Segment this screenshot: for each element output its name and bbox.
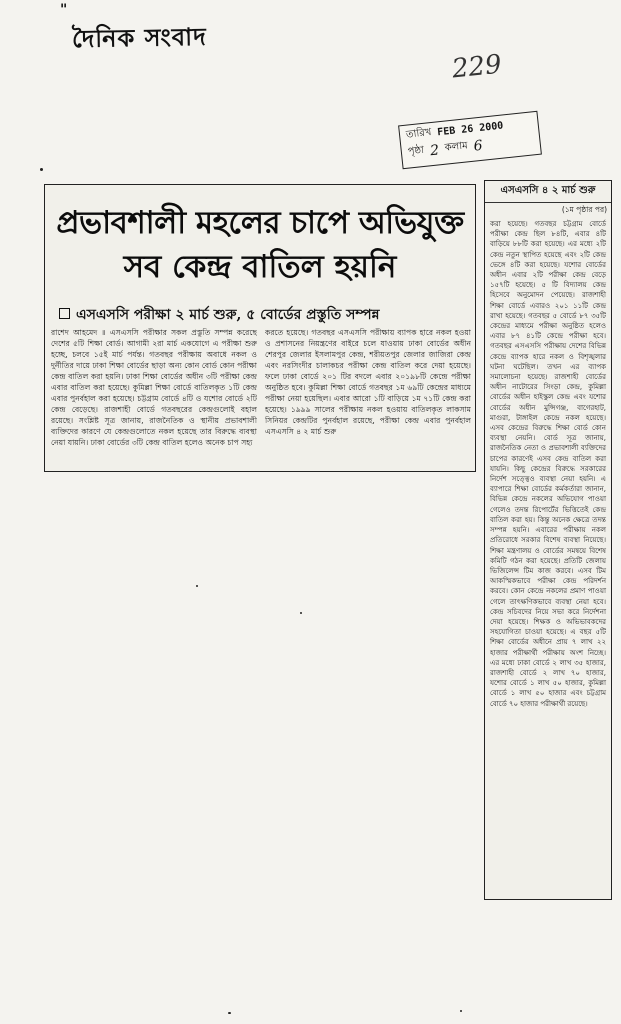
column-label: কলাম: [444, 140, 469, 154]
article-body-right: করতে হয়েছে। গতবছর এসএসসি পরীক্ষায় ব্যাপক হারে নকল হওয়া ও প্রশাসনের নিয়ন্ত্রণের বাইরে চলে যাওয়ায় ঢাকা বোর্ডের অধীন শেরপুর জেলার ইসলামপুর কেন্দ্র, শরীয়তপুর জেলার জাজিরা কেন্দ্র এবং নরসিংদীর চালাকচর পরীক্ষা কেন্দ্র বাতিল করে দেয়া হয়েছে। ফলে ঢাকা বোর্ডে ২০১ টির বদলে এবার ২০১৯৮টি কেন্দ্রে পরীক্ষা অনুষ্ঠিত হবে। কুমিল্লা শিক্ষা বোর্ডে গতবছর ১ম ৬৯টি কেন্দ্রের মাধ্যমে পরীক্ষা নেয়া হয়েছিল। এবার আরো ১টি বাড়িয়ে ১ম ৭১টি কেন্দ্র করা হয়েছে। ১৯৯৯ সালের পরীক্ষায় নকল হওয়ায় বাতিলকৃত লাকসাম সিনিয়র কেন্দ্রটির পুনর্বহাল রয়েছে, পরীক্ষা কেন্দ্র এবার পুনর্বহাল এসএসসি ৪ ২ মার্চ শুরু: [265, 328, 471, 436]
headline-line-2: সব কেন্দ্র বাতিল হয়নি: [123, 249, 397, 285]
article-column-left: [51, 327, 257, 467]
headline-line-1: প্রভাবশালী মহলের চাপে অভিযুক্ত: [56, 205, 464, 241]
subheadline: [59, 303, 469, 327]
handwritten-number: 229: [450, 49, 504, 85]
continuation-text: করা হয়েছে। গতবছর চট্টগ্রাম বোর্ডে পরীক্ষা কেন্দ্র ছিল ৮৪টি, এবার ৪টি বাড়িয়ে ৮৮টি করা হয়েছে। এর মধ্যে ২টি কেন্দ্র নতুন স্থাপিত হয়েছে এবং ২টি কেন্দ্র ভেঙ্গে ৪টি করা হয়েছে। যশোর বোর্ডের অধীন এবার ২টি পরীক্ষা কেন্দ্র বেড়ে ১৫৭টি হয়েছে। ৫ টি বিদ্যালয় কেন্দ্র হিসেবে অনুমোদন পেয়েছে। রাজশাহী শিক্ষা বোর্ডে এবারও ২০১ ১১টি কেন্দ্র রাখা হয়েছে। গতবছর ৫ বোর্ডে ৮৭ ৩৫টি কেন্দ্রের মাধ্যমে পরীক্ষা অনুষ্ঠিত হলেও এবার ৮৭ ৪১টি কেন্দ্রে পরীক্ষা হবে। গতবছর এসএসসি পরীক্ষায় দেশের বিভিন্ন কেন্দ্রে ব্যাপক হারে নকল ও বিশৃঙ্খলার ঘটনা ঘটেছিল। তখন এর ব্যাপক সমালোচনা হয়েছে। রাজশাহী বোর্ডের অধীন নাটোরের সিংড়া কেন্দ্র, কুমিল্লা বোর্ডের অধীন হাইস্কুল কেন্দ্র এবং যশোর বোর্ডের অধীন মুন্সিগঞ্জ, বাগেরহাট, মাগুরা, টাঙ্গাইল কেন্দ্রে নকল হয়েছে। এসব কেন্দ্রের বিরুদ্ধে শিক্ষা বোর্ড কোন ব্যবস্থা নেয়নি। বোর্ড সূত্র জানায়, রাজনৈতিক নেতা ও প্রভাবশালী ব্যক্তিদের চাপের কারণেই এসব কেন্দ্র বাতিল করা যায়নি। কিছু কেন্দ্রের বিরুদ্ধে সরকারের নির্দেশ সত্ত্বেও ব্যবস্থা নেয়া হয়নি। এ ব্যাপারে শিক্ষা বোর্ডের কর্মকর্তারা জানান, বিভিন্ন কেন্দ্রে নকলের অভিযোগ পাওয়া গেলেও তদন্ত রিপোর্টের ভিত্তিতেই কেন্দ্র বাতিল করা হয়। কিন্তু অনেক ক্ষেত্রে তদন্ত সম্পন্ন হয়নি। এবারের পরীক্ষায় নকল প্রতিরোধে সরকার বিশেষ ব্যবস্থা নিয়েছে। শিক্ষা মন্ত্রণালয় ও বোর্ডের সমন্বয়ে বিশেষ কমিটি গঠন করা হয়েছে। প্রতিটি জেলায় ভিজিলেন্স টিম কাজ করবে। এসব টিম আকস্মিকভাবে পরীক্ষা কেন্দ্র পরিদর্শন করবে। কোন কেন্দ্রে নকলের প্রমাণ পাওয়া গেলে তাৎক্ষণিকভাবে ব্যবস্থা নেয়া হবে। কেন্দ্র সচিবদের নিয়ে সভা করে নির্দেশনা দেয়া হয়েছে। শিক্ষক ও অভিভাবকদের সহযোগিতা চাওয়া হয়েছে। এ বছর ৫টি শিক্ষা বোর্ডের অধীনে প্রায় ৭ লাখ ২২ হাজার পরীক্ষার্থী পরীক্ষায় অংশ নিচ্ছে। এর মধ্যে ঢাকা বোর্ডে ২ লাখ ৩৫ হাজার, রাজশাহী বোর্ডে ২ লাখ ৭০ হাজার, যশোর বোর্ডে ১ লাখ ৫০ হাজার, কুমিল্লা বোর্ডে ১ লাখ ৫০ হাজার এবং চট্টগ্রাম বোর্ডে ৭০ হাজার পরীক্ষার্থী রয়েছে।: [490, 220, 606, 708]
page-value: 2: [429, 141, 440, 159]
article-column-right: [265, 327, 471, 467]
scan-speck: [196, 585, 198, 587]
continuation-body: [485, 219, 611, 709]
date-label: তারিখ: [405, 127, 432, 141]
scan-speck: [460, 1010, 462, 1012]
page-label: পৃষ্ঠা: [407, 144, 425, 158]
continuation-note: (১ম পৃষ্ঠার পর): [561, 205, 607, 214]
date-stamp: [398, 111, 542, 169]
scan-speck: [300, 612, 302, 614]
bullet-box-icon: [59, 308, 70, 319]
continuation-header: এসএসসি ৪ ২ মার্চ শুরু: [485, 181, 611, 203]
article-body-left: রাশেদ আহমেদ ॥ এসএসসি পরীক্ষার সকল প্রস্তুতি সম্পন্ন করেছে দেশের ৫টি শিক্ষা বোর্ড। আগামী ২রা মার্চ একযোগে এ পরীক্ষা শুরু হচ্ছে, চলবে ১৫ই মার্চ পর্যন্ত। গতবছর পরীক্ষায় অবাধে নকল ও দুর্নীতির দায়ে ঢাকা শিক্ষা বোর্ডের ছাড়া অন্য কোন বোর্ড কোন পরীক্ষা কেন্দ্র বাতিল করা হয়নি। ঢাকা শিক্ষা বোর্ডের অধীন ৩টি পরীক্ষা কেন্দ্র এবার বাতিল করা হয়েছে। কুমিল্লা শিক্ষা বোর্ডে বাতিলকৃত ১টি কেন্দ্র এবার পুনর্বহাল করা হয়েছে। চট্টগ্রাম বোর্ডে ৪টি ও যশোর বোর্ডে ২টি কেন্দ্র বেড়েছে। রাজশাহী বোর্ডে গতবছরের কেন্দ্রগুলোই বহাল রয়েছে। সংশ্লিষ্ট সূত্র জানায়, রাজনৈতিক ও স্থানীয় প্রভাবশালী ব্যক্তিদের কারণে যে কেন্দ্রগুলোতে নকল হয়েছে তার বিরুদ্ধে ব্যবস্থা নেয়া যায়নি। ঢাকা বোর্ডের ৩টি কেন্দ্র বাতিল হলেও অনেক চাপ সহ্য: [51, 328, 257, 447]
date-value: FEB 26 2000: [436, 120, 504, 139]
corner-mark: ": [60, 2, 68, 18]
column-value: 6: [472, 137, 484, 155]
scan-speck: [40, 168, 43, 171]
subheadline-text: এসএসসি পরীক্ষা ২ মার্চ শুরু, ৫ বোর্ডের প্রস্তুতি সম্পন্ন: [76, 307, 380, 323]
continuation-clipping: [484, 180, 612, 900]
scan-speck: [228, 1012, 231, 1014]
main-article-clipping: [44, 184, 476, 472]
newspaper-name: দৈনিক সংবাদ: [71, 21, 207, 54]
